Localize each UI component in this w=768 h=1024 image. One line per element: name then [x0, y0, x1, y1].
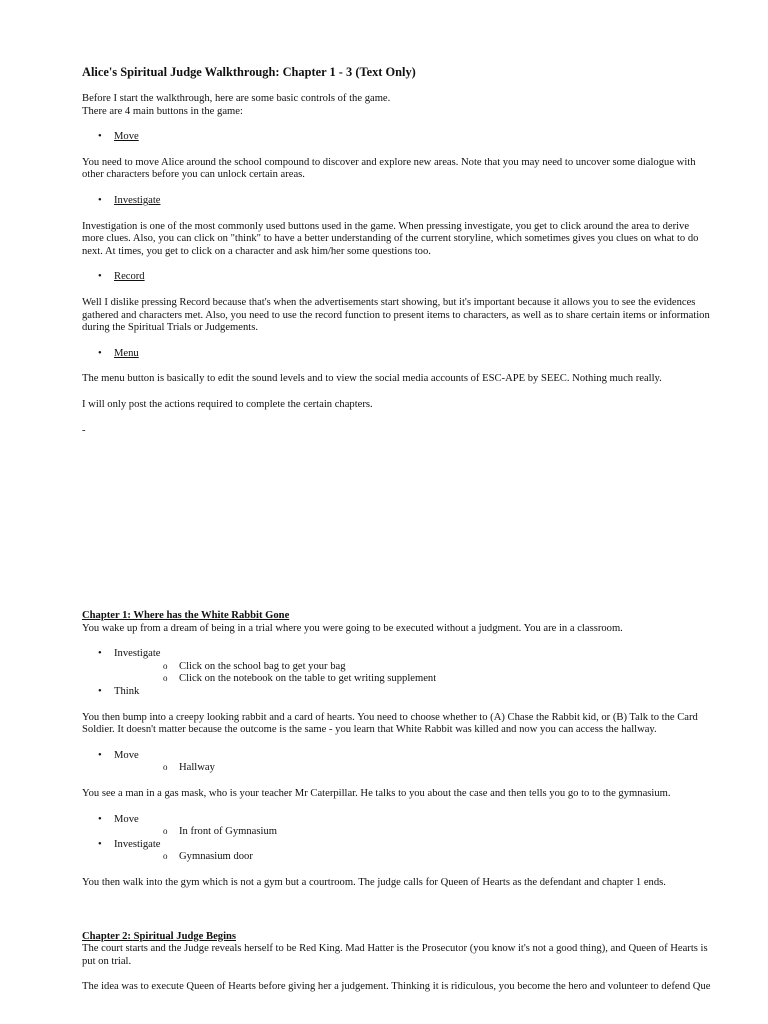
control-record-list — [82, 271, 712, 284]
control-menu-list — [82, 348, 712, 361]
intro-paragraph — [82, 93, 712, 118]
blank-space — [82, 437, 712, 610]
list-item — [82, 814, 712, 839]
chapter1-steps-2 — [82, 750, 712, 775]
separator-dash: - — [82, 424, 86, 436]
chapter2-paragraph-1: The court starts and the Judge reveals herself to be Red King. Mad Hatter is the Prosecutor (you know it's not a good thing), and Queen of Hearts is put on trial. — [82, 943, 708, 967]
chapter1-intro: You wake up from a dream of being in a trial where you were going to be executed without a judgment. You are in a classroom. — [82, 622, 623, 634]
step-think: Think — [114, 686, 140, 698]
sub-item: o In front of Gymnasium — [114, 826, 712, 839]
chapter1-steps-1 — [82, 648, 712, 698]
chapter1-paragraph-2: You then bump into a creepy looking rabbit and a card of hearts. You need to choose whether to (A) Chase the Rabbit kid, or (B) Talk to the Card Soldier. It doesn't matter because the outcome is the same - you learn that White Rabbit was killed and now you can access the hallway. — [82, 711, 698, 736]
control-move-label: Move — [114, 131, 139, 143]
chapter1-paragraph-4: You then walk into the gym which is not a gym but a courtroom. The judge calls for Queen of Hearts as the defendant and chapter 1 ends. — [82, 877, 666, 888]
sub-list — [114, 762, 712, 775]
step-investigate: Investigate — [114, 648, 161, 660]
intro-line-1: Before I start the walkthrough, here are some basic controls of the game. — [82, 93, 391, 104]
control-record-description: Well I dislike pressing Record because that's when the advertisements start showing, but it's important because it allows you to see the evidences gathered and characters met. Also, you need to use the record function to present items to characters, as well as to share certain items or information during the Spiritual Trials or Judgements. — [82, 296, 710, 334]
step-investigate: Investigate — [114, 838, 161, 850]
control-menu-label: Menu — [114, 347, 139, 359]
list-item — [82, 648, 712, 686]
control-record-item — [82, 271, 712, 284]
sub-list — [114, 851, 712, 864]
control-investigate-label: Investigate — [114, 194, 161, 206]
sub-item: o Click on the notebook on the table to get writing supplement — [114, 673, 712, 686]
control-move-description: You need to move Alice around the school compound to discover and explore new areas. Note that you may need to uncover some dialogue with other characters before you can unlock certain areas. — [82, 156, 696, 181]
chapter2-paragraph-2: The idea was to execute Queen of Hearts before giving her a judgement. Thinking it is ridiculous, you become the hero and volunteer to defend Que — [82, 981, 711, 993]
control-menu-description: The menu button is basically to edit the sound levels and to view the social media accounts of ESC-APE by SEEC. Nothing much really. — [82, 373, 662, 385]
document-page — [82, 64, 712, 1007]
control-investigate-item — [82, 195, 712, 208]
sub-list — [114, 661, 712, 686]
step-move: Move — [114, 813, 139, 825]
control-investigate-list — [82, 195, 712, 208]
walkthrough-note: I will only post the actions required to complete the certain chapters. — [82, 398, 373, 410]
chapter1-paragraph-3: You see a man in a gas mask, who is your teacher Mr Caterpillar. He talks to you about the case and then tells you go to to the gymnasium. — [82, 788, 671, 800]
chapter2-heading: Chapter 2: Spiritual Judge Begins — [82, 930, 237, 942]
list-item — [82, 750, 712, 775]
control-move-list — [82, 131, 712, 144]
sub-item: o Click on the school bag to get your bag — [114, 661, 712, 674]
sub-list — [114, 826, 712, 839]
control-move-item — [82, 131, 712, 144]
list-item — [82, 686, 712, 699]
sub-item: o Hallway — [114, 762, 712, 775]
chapter1-steps-3 — [82, 814, 712, 864]
control-menu-item — [82, 348, 712, 361]
blank-space — [82, 903, 712, 931]
list-item — [82, 839, 712, 864]
sub-item: o Gymnasium door — [114, 851, 712, 864]
document-title: Alice's Spiritual Judge Walkthrough: Chapter 1 - 3 (Text Only) — [82, 65, 416, 79]
intro-line-2: There are 4 main buttons in the game: — [82, 105, 243, 117]
control-investigate-description: Investigation is one of the most commonly used buttons used in the game. When pressing investigate, you get to click around the area to derive more clues. Also, you can click on "think" to have a better understanding of the current storyline, which sometimes gives you clues on what to do next. At times, you get to click on a character and ask him/her some questions too. — [82, 220, 699, 257]
control-record-label: Record — [114, 271, 145, 283]
chapter1-heading: Chapter 1: Where has the White Rabbit Gone — [82, 610, 290, 622]
step-move: Move — [114, 749, 139, 761]
